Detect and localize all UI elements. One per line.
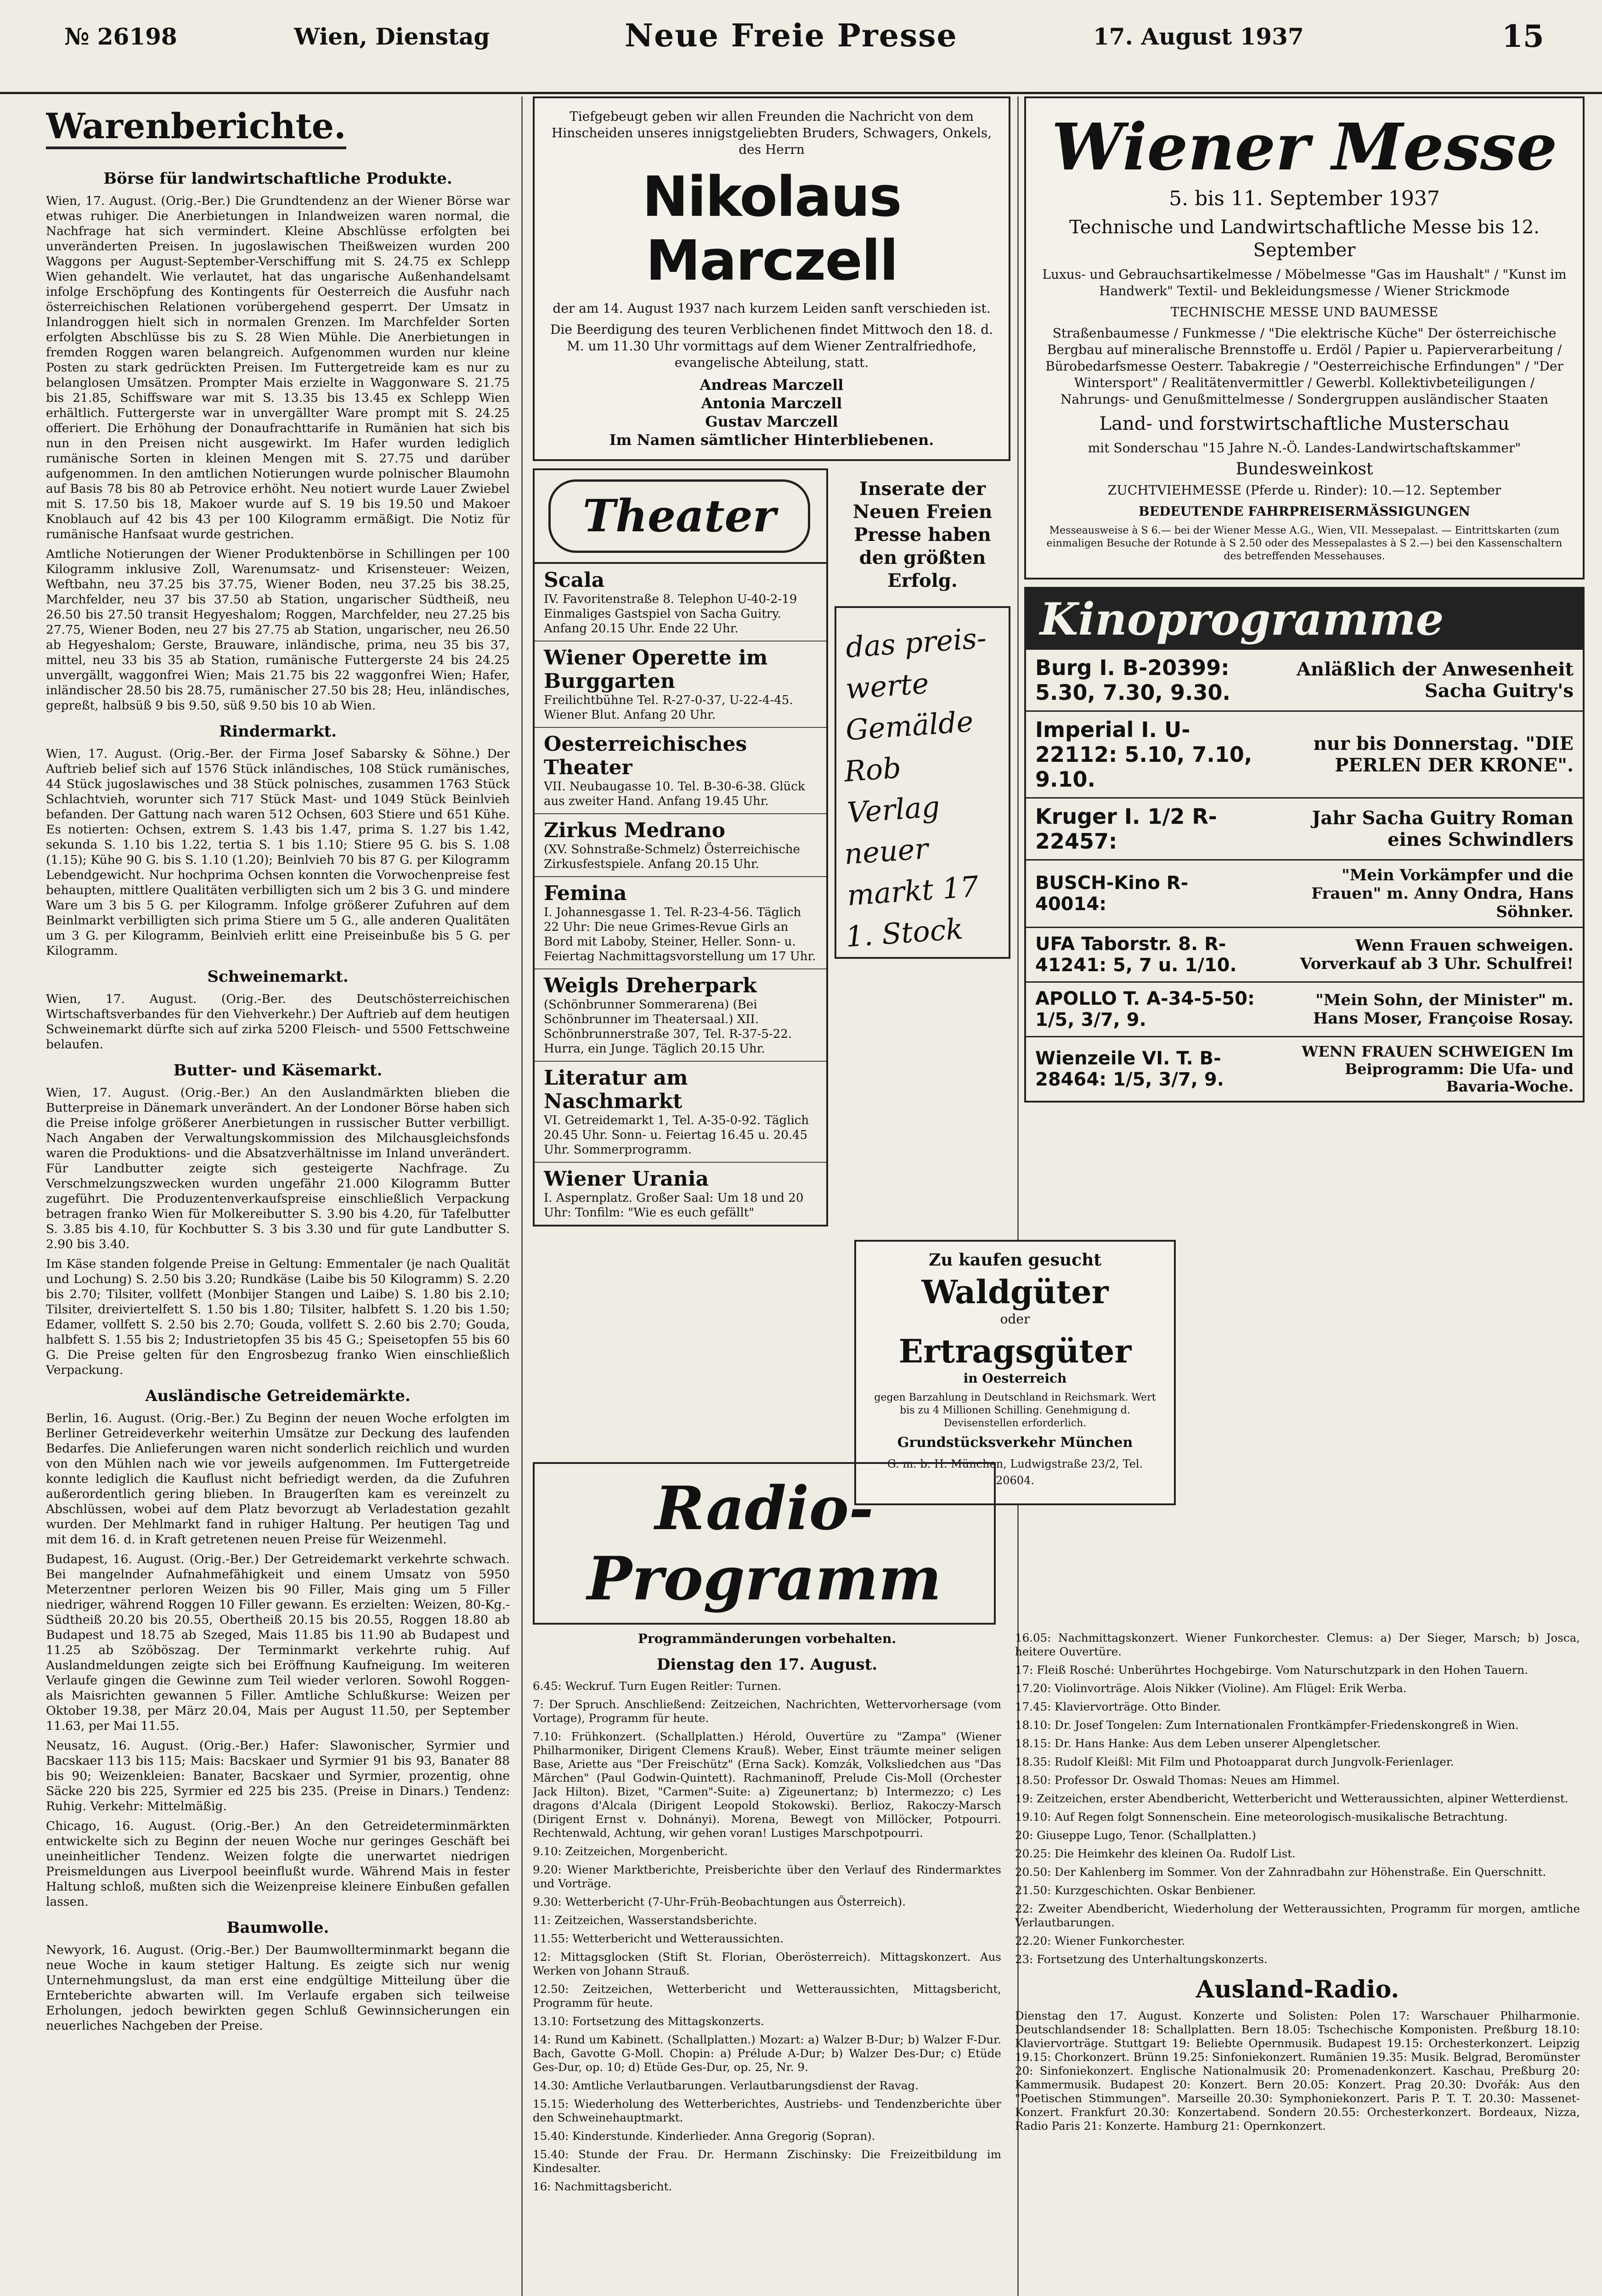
messe-title: Wiener Messe <box>1051 110 1557 185</box>
page-number: 15 <box>1502 18 1544 54</box>
kino-film: "Mein Sohn, der Minister" m. Hans Moser, Françoise Rosay. <box>1313 991 1574 1028</box>
kino-film: "Mein Vorkämpfer und die Frauen" m. Anny Ondra, Hans Söhnker. <box>1311 866 1574 921</box>
kino-name: Wienzeile VI. T. B-28464: 1/5, 3/7, 9. <box>1035 1048 1224 1090</box>
ausland-title: Ausland-Radio. <box>1196 1975 1399 2003</box>
right-column <box>1024 96 1585 1267</box>
theater-name: Weigls Dreherpark <box>544 974 757 997</box>
theater-entry <box>535 1163 826 1225</box>
radio-item: 7: Der Spruch. Anschließend: Zeitzeichen, Nachrichten, Wettervorhersage (vom Vortage), Programm für heute. <box>533 1698 1001 1725</box>
kino-row <box>1026 928 1583 983</box>
kino-row <box>1026 799 1583 861</box>
article-paragraph: Wien, 17. August. (Orig.-Ber. der Firma Josef Sabarsky & Söhne.) Der Auftrieb belief sich auf 1576 Stück inländisches, 108 Stück rumänisches, 44 Stück jugoslawisches und 38 Stück polnisches, zusammen 1763 Stück Schlachtvieh, worunter sich 717 Stück Mast- und 1049 Stück Beinlvieh befanden. Der Gattung nach waren 512 Ochsen, 603 Stiere und 651 Kühe. Es notierten: Ochsen, extrem S. 1.43 bis 1.47, prima S. 1.27 bis 1.42, sekunda S. 1.10 bis 1.22, tertia S. 1 bis 1.10; Stiere 95 G. bis S. 1.08 (1.15); Kühe 90 G. bis S. 1.10 (1.20); Beinlvieh 70 bis 87 G. per Kilogramm Lebendgewicht. Nur hochprima Ochsen konnten die Vorwochenpreise fest behaupten, mittlere Qualitäten verbilligten sich um 2 bis 3 G. und mindere Ware um 3 bis 5 G. per Kilogramm. Infolge größerer Zufuhren auf dem Beinlmarkt verbilligten sich prima Stiere um 5 G., alle anderen Qualitäten um 3 G. per Kilogramm, Beinlvieh erlitt eine Preiseinbuße bis 5 G. per Kilogramm. <box>46 747 510 958</box>
radio-left-column <box>533 1631 1001 2198</box>
kino-row <box>1026 983 1583 1037</box>
inserate-ad: Inserate der Neuen Freien Presse haben den größten Erfolg. <box>852 478 993 591</box>
radio-item: 9.20: Wiener Marktberichte, Preisberichte über den Verlauf des Rindermarktes und Vorträge. <box>533 1863 1001 1890</box>
theater-name: Oesterreichisches Theater <box>544 732 747 779</box>
obituary-notice <box>533 96 1010 461</box>
kino-row <box>1026 861 1583 928</box>
theater-info: (Schönbrunner Sommerarena) (Bei Schönbrunner im Theatersaal.) XII. Schönbrunnerstraße 307, Tel. R-37-5-22. Hurra, ein Junge. Täglich 20.15 Uhr. <box>544 998 792 1056</box>
kino-name: APOLLO T. A-34-5-50: 1/5, 3/7, 9. <box>1035 988 1255 1030</box>
radio-program <box>533 1456 1585 2296</box>
theater-info: I. Aspernplatz. Großer Saal: Um 18 und 20 Uhr: Tonfilm: "Wie es euch gefällt" <box>544 1191 804 1220</box>
radio-note: Programmänderungen vorbehalten. <box>637 1631 897 1646</box>
radio-item: 11.55: Wetterbericht und Wetteraussichten. <box>533 1932 784 1945</box>
messe-land: Land- und forstwirtschaftliche Musterschau <box>1099 413 1510 434</box>
radio-item: 11: Zeitzeichen, Wasserstandsberichte. <box>533 1913 757 1927</box>
radio-right-column <box>1015 1631 1580 2198</box>
handwritten-line: das preis- <box>844 621 987 664</box>
subsection-title: Börse für landwirtschaftliche Produkte. <box>103 169 452 188</box>
radio-item: 9.10: Zeitzeichen, Morgenbericht. <box>533 1845 728 1858</box>
theater-header <box>535 470 826 564</box>
radio-item: 17.45: Klaviervorträge. Otto Binder. <box>1015 1700 1221 1713</box>
theater-listings <box>533 468 828 1227</box>
theater-entry <box>535 1062 826 1163</box>
waldgueter-firm: Grundstücksverkehr München <box>897 1435 1133 1451</box>
theater-entry <box>535 877 826 969</box>
subsection-title: Schweinemarkt. <box>207 968 349 986</box>
messe-text: Luxus- und Gebrauchsartikelmesse / Möbelmesse "Gas im Haushalt" / "Kunst im Handwerk" Textil- und Bekleidungsmesse / Wiener Strickmode <box>1042 267 1567 298</box>
city-day: Wien, Dienstag <box>294 23 490 50</box>
radio-item: 20: Giuseppe Lugo, Tenor. (Schallplatten.) <box>1015 1829 1256 1842</box>
radio-item: 23: Fortsetzung des Unterhaltungskonzerts. <box>1015 1953 1268 1966</box>
obituary-text: der am 14. August 1937 nach kurzem Leiden sanft verschieden ist. <box>553 301 991 316</box>
handwritten-line: neuer markt 17 <box>843 832 980 912</box>
radio-item: 15.15: Wiederholung des Wetterberichtes, Austriebs- und Tendenzberichte über den Schweinehauptmarkt. <box>533 2097 1001 2124</box>
article-paragraph: Newyork, 16. August. (Orig.-Ber.) Der Baumwollterminmarkt begann die neue Woche in kaum stetiger Haltung. Es zeigte sich nur wenig Unternehmungslust, da man erst eine endgültige Mitteilung über die Ernteberichte abwarten will. Im Verlaufe ergaben sich teilweise Erholungen, jedoch bewirkten gegen Schluß Gewinnsicherungen ein neuerliches Nachgeben der Preise. <box>46 1943 510 2033</box>
theater-name: Wiener Operette im Burggarten <box>544 646 768 693</box>
radio-item: 14.30: Amtliche Verlautbarungen. Verlautbarungsdienst der Ravag. <box>533 2079 919 2092</box>
handwritten-line: Rob Verlag <box>843 751 941 830</box>
kino-title: Kinoprogramme <box>1026 589 1583 650</box>
theater-entry <box>535 728 826 814</box>
kino-listings <box>1024 587 1585 1103</box>
messe-dates: 5. bis 11. September 1937 <box>1169 187 1440 210</box>
issue-date: 17. August 1937 <box>1093 23 1304 50</box>
theater-info: (XV. Sohnstraße-Schmelz) Österreichische Zirkusfestspiele. Anfang 20.15 Uhr. <box>544 843 800 871</box>
theater-info: IV. Favoritenstraße 8. Telephon U-40-2-19 Einmaliges Gastspiel von Sacha Guitry. Anfang 20.15 Uhr. Ende 22 Uhr. <box>544 592 797 636</box>
handwritten-ad <box>835 606 1010 959</box>
subsection-title: Rindermarkt. <box>219 722 337 741</box>
warenberichte-column <box>46 96 510 2296</box>
kino-row <box>1026 712 1583 799</box>
theater-name: Scala <box>544 568 605 592</box>
theater-name: Literatur am Naschmarkt <box>544 1066 688 1113</box>
waldgueter-text: gegen Barzahlung in Deutschland in Reichsmark. Wert bis zu 4 Millionen Schilling. Genehmigung d. Devisenstellen erforderlich. <box>874 1392 1156 1429</box>
theater-entry <box>535 564 826 642</box>
article-paragraph: Im Käse standen folgende Preise in Geltung: Emmentaler (je nach Qualität und Lochung) S. 2.50 bis 3.20; Rundkäse (Laibe bis 50 Kilogramm) S. 2.20 bis 2.70; Tilsiter, vollfett (Monbijer Stangen und Laibe) S. 1.80 bis 2.10; Tilsiter, dreiviertelfett S. 1.50 bis 1.80; Tilsiter, halbfett S. 1.20 bis 1.50; Edamer, vollfett S. 2.50 bis 2.70; Gouda, vollfett S. 2.60 bis 2.70; Gouda, halbfett S. 1.55 bis 2; Industrietopfen 35 bis 45 G.; Speisetopfen 55 bis 60 G. Die Preise gelten für den Engrosbezug franko Wien einschließlich Verpackung. <box>46 1257 510 1377</box>
kino-name: Kruger I. 1/2 R-22457: <box>1035 804 1217 854</box>
theater-info: VII. Neubaugasse 10. Tel. B-30-6-38. Glück aus zweiter Hand. Anfang 19.45 Uhr. <box>544 780 805 808</box>
radio-day: Dienstag den 17. August. <box>656 1655 878 1674</box>
radio-item: 20.50: Der Kahlenberg im Sommer. Von der Zahnradbahn zur Höhenstraße. Ein Querschnitt. <box>1015 1865 1546 1879</box>
messe-text: mit Sonderschau "15 Jahre N.-Ö. Landes-Landwirtschaftskammer" <box>1088 440 1521 456</box>
radio-title: Radio-Programm <box>533 1462 996 1625</box>
radio-item: 17: Fleiß Rosché: Unberührtes Hochgebirge. Vom Naturschutzpark in den Hohen Tauern. <box>1015 1663 1528 1677</box>
theater-entry <box>535 814 826 877</box>
waldgueter-loc: in Oesterreich <box>963 1371 1067 1386</box>
section-title: Warenberichte. <box>46 106 346 149</box>
column-rule <box>521 96 523 2296</box>
ausland-text: Dienstag den 17. August. Konzerte und Solisten: Polen 17: Warschauer Philharmonie. Deutschlandsender 18: Schallplatten. Bern 18.05: Tschechische Komponisten. Preßburg 18.10: Klaviervorträge. Stuttgart 19: Beliebte Opernmusik. Budapest 19.15: Orchesterkonzert. Leipzig 19.15: Chorkonzert. Brünn 19.25: Sinfoniekonzert. Rumänien 19.35: Musik. Belgrad, Beromünster 20: Sinfoniekonzert. Englische Nationalmusik 20: Promenadenkonzert. Kaschau, Preßburg 20: Kammermusik. Budapest 20: Konzert. Bern 20.05: Konzert. Prag 20.30: Dvořák: Aus den "Poetischen Stimmungen". Marseille 20.30: Symphoniekonzert. Paris P. T. T. 20.30: Massenet-Konzert. Frankfurt 20.30: Konzertabend. Sondern 20.55: Orchesterkonzert. Bordeaux, Nizza, Radio Paris 21: Konzerte. Hamburg 21: Opernkonzert. <box>1015 2009 1580 2133</box>
kino-name: UFA Taborstr. 8. R-41241: 5, 7 u. 1/10. <box>1035 934 1237 976</box>
theater-info: Freilichtbühne Tel. R-27-0-37, U-22-4-45. Wiener Blut. Anfang 20 Uhr. <box>544 693 793 722</box>
kino-film: Wenn Frauen schweigen. Vorverkauf ab 3 Uhr. Schulfrei! <box>1300 936 1574 973</box>
article-paragraph: Budapest, 16. August. (Orig.-Ber.) Der Getreidemarkt verkehrte schwach. Bei mangelnder Aufnahmefähigkeit und einem Umsatz von 5950 Meterzentner perloren Weizen bis 90 Filler, Mais ging um 5 Filler niedriger, während Roggen 10 Filler gewann. Es erzielten: Weizen, 80-Kg.-Südtheiß 20.20 bis 20.55, Obertheiß 20.15 bis 20.55, Roggen 18.80 ab Budapest und 18.75 ab Szeged, Mais 11.85 bis 11.90 ab Budapest und 11.25 ab Szöböszag. Der Terminmarkt verkehrte ruhig. Auf Auslandmeldungen zeigte sich bei Eröffnung Kaufneigung. Im weiteren Verlaufe gingen die Gewinne zum Teil wieder verloren. Sowohl Roggen- als Maisrichten gewannen 5 Filler. Amtliche Schlußkurse: Weizen per Oktober 19.38, per März 20.04, Mais per August 11.50, per September 11.63, per Mai 11.55. <box>46 1552 510 1733</box>
theater-info: VI. Getreidemarkt 1, Tel. A-35-0-92. Täglich 20.45 Uhr. Sonn- u. Feiertag 16.45 u. 20.45 Uhr. Sommerprogramm. <box>544 1114 809 1157</box>
article-paragraph: Chicago, 16. August. (Orig.-Ber.) An den Getreideterminmärkten entwickelte sich zu Beginn der neuen Woche nur geringes Geschäft bei uneinheitlicher Tendenz. Weizen folgte die unerwartet niedrigen Preismeldungen aus Liverpool beeinflußt wurde. Während Mais in fester Haltung schloß, mußten sich die Weizenpreise kleinere Einbußen gefallen lassen. <box>46 1819 510 1909</box>
theater-logo: Theater <box>548 479 810 553</box>
article-paragraph: Wien, 17. August. (Orig.-Ber.) Die Grundtendenz an der Wiener Börse war etwas ruhiger. Die Anerbietungen in Inlandweizen waren normal, die Nachfrage hat sich vermindert. Kleine Abschlüsse erfolgten bei unveränderten Preisen. In jugoslawischen Theißweizen wurden 200 Waggons per August-September-Verschiffung mit S. 24.75 ex Schlepp Wien gehandelt. Wie verlautet, hat das ungarische Außenhandelsamt infolge Erschöpfung des Kontingents für Oesterreich die Ausfuhr nach österreichischen Relationen vorübergehend gesperrt. Der Umsatz in Inlandroggen hielt sich in normalen Grenzen. Im Marchfelder Sorten erfolgten Abschlüsse bis zu S. 28 Wien Mühle. Die Anerbietungen in fremden Roggen waren belangreich. Aufgenommen wurden nur kleine Posten zu stark gedrückten Preisen. Im Futtergetreide kam es nur zu belanglosen Umsätzen. Prompter Mais erzielte in Waggonware S. 21.75 bis 21.85, Schiffsware war mit S. 13.35 bis 13.45 ex Schlepp Wien erhältlich. Futtergerste war in unvergällter Ware prompt mit S. 24.25 offeriert. Die Erhöhung der Donaufrachttarife in Rumänien hat sich bis nun in den Preisen nicht ausgewirkt. Im Hafer wurden lediglich rumänische Sorten in kleinen Mengen mit S. 27.75 und darüber aufgenommen. In den amtlichen Notierungen wurde polnischer Blaumohn auf Basis 78 bis 80 ab Petrovice erhöht. Neu notiert wurde Lauer Zwiebel mit S. 17.50 bis 18, Makoer wurde auf S. 19 bis 19.50 und Makoer Knoblauch auf 42 bis 43 per 100 Kilogramm ermäßigt. Die Notiz für rumänische Hanfsaat wurde gestrichen. <box>46 194 510 541</box>
theater-name: Wiener Urania <box>544 1167 709 1191</box>
radio-item: 18.35: Rudolf Kleißl: Mit Film und Photoapparat durch Jungvolk-Ferienlager. <box>1015 1755 1454 1768</box>
radio-item: 17.20: Violinvorträge. Alois Nikker (Violine). Am Flügel: Erik Werba. <box>1015 1682 1407 1695</box>
theater-name: Femina <box>544 882 627 905</box>
newspaper-title: Neue Freie Presse <box>625 17 958 54</box>
kino-film: nur bis Donnerstag. "DIE PERLEN DER KRONE". <box>1313 733 1574 776</box>
obituary-intro: Tiefgebeugt geben wir allen Freunden die Nachricht von dem Hinscheiden unseres innigstgeliebten Bruders, Schwagers, Onkels, des Herrn <box>551 109 992 157</box>
theater-and-ads-row <box>533 468 1010 1227</box>
handwritten-line: Gemälde <box>844 704 975 747</box>
messe-fine: Messeausweise à S 6.— bei der Wiener Messe A.G., Wien, VII. Messepalast. — Eintrittskarten (zum einmaligen Besuche der Rotunde à S 2.50 oder des Messepalastes à S 2.—) bei den Kassenschaltern des betreffenden Messehauses. <box>1046 525 1563 562</box>
waldgueter-line2: Ertragsgüter <box>898 1332 1132 1370</box>
radio-item: 12.50: Zeitzeichen, Wetterbericht und Wetteraussichten, Mittagsbericht, Programm für heute. <box>533 1982 1001 2009</box>
article-paragraph: Neusatz, 16. August. (Orig.-Ber.) Hafer: Slawonischer, Syrmier und Bacskaer 113 bis 115; Mais: Bacskaer und Syrmier 91 bis 93, Banater 88 bis 90; Weizenkleien: Banater, Bacskaer und Syrmier, prozentig, ohne Säcke 220 bis 225, Syrmier ed 225 bis 235. (Preise in Dinars.) Tendenz: Ruhig. Verkehr: Mittelmäßig. <box>46 1739 510 1813</box>
article-paragraph: Berlin, 16. August. (Orig.-Ber.) Zu Beginn der neuen Woche erfolgten im Berliner Getreideverkehr weiterhin Umsätze zur Deckung des laufenden Bedarfes. Die Anlieferungen waren nicht sonderlich reichlich und wurden von den Mühlen nach wie vor jeweils aufgenommen. Im Futtergetreide konnte lediglich die Kauflust nicht befriedigt werden, da die Zufuhren außerordentlich gering blieben. In Braugerſten kam es vereinzelt zu Abschlüssen, wobei auf dem Platz bevorzugt ab Verladestation gezahlt wurden. Der Mehlmarkt fand in ruhiger Haltung. Per heutigen Tag und mit dem 16. d. in Kraft getretenen neuen Preise für Weizenmehl. <box>46 1411 510 1547</box>
handwritten-line: werte <box>844 666 930 706</box>
obituary-name: Nikolaus Marczell <box>642 165 901 293</box>
kino-row <box>1026 650 1583 712</box>
radio-columns <box>533 1631 1585 2198</box>
obituary-signer: Antonia Marczell <box>701 394 842 412</box>
kino-film: Jahr Sacha Guitry Roman eines Schwindlers <box>1312 807 1574 850</box>
radio-item: 16: Nachmittagsbericht. <box>533 2180 672 2193</box>
subsection-title: Ausländische Getreidemärkte. <box>145 1387 411 1405</box>
radio-item: 18.10: Dr. Josef Tongelen: Zum Internationalen Frontkämpfer-Friedenskongreß in Wien. <box>1015 1718 1519 1732</box>
middle-column <box>533 96 1010 1267</box>
masthead <box>0 0 1602 94</box>
right-ads-stack <box>835 468 1010 1227</box>
radio-item: 13.10: Fortsetzung des Mittagskonzerts. <box>533 2015 764 2028</box>
radio-item: 9.30: Wetterbericht (7-Uhr-Früh-Beobachtungen aus Österreich). <box>533 1895 906 1908</box>
messe-text: BEDEUTENDE FAHRPREISERMÄSSIGUNGEN <box>1139 504 1470 519</box>
radio-item: 6.45: Weckruf. Turn Eugen Reitler: Turnen. <box>533 1679 782 1693</box>
waldgueter-mid: oder <box>1000 1311 1030 1327</box>
obituary-text: Die Beerdigung des teuren Verblichenen findet Mittwoch den 18. d. M. um 11.30 Uhr vormittags auf dem Wiener Zentralfriedhofe, evangelische Abteilung, statt. <box>550 322 993 370</box>
kino-row <box>1026 1037 1583 1101</box>
radio-item: 7.10: Frühkonzert. (Schallplatten.) Hérold, Ouvertüre zu "Zampa" (Wiener Philharmoniker, Dirigent Clemens Krauß). Weber, Einst träumte meiner seligen Base, Ariette aus "Der Freischütz" (Erna Sack). Komzák, Volksliedchen aus "Das Märchen" (Paul Godwin-Quintett). Rachmaninoff, Prelude Cis-Moll (Orchester Jack Hilton). Bizet, "Carmen"-Suite: a) Zigeunertanz; b) Intermezzo; c) Les dragons d'Alcala (Dirigent Leopold Stokowski). Berlioz, Rakoczy-Marsch (Dirigent Ernst v. Dohnányi). Morena, Bewegt von Millöcker, Potpourri. Rechtenwald, Achtung, wir gehen voran! Lustiges Marschpotpourri. <box>533 1730 1001 1840</box>
subsection-title: Butter- und Käsemarkt. <box>173 1061 383 1080</box>
theater-entry <box>535 642 826 728</box>
radio-item: 15.40: Stunde der Frau. Dr. Hermann Zischinsky: Die Freizeitbildung im Kindesalter. <box>533 2148 1001 2175</box>
theater-name: Zirkus Medrano <box>544 819 726 842</box>
radio-item: 20.25: Die Heimkehr des kleinen Oa. Rudolf List. <box>1015 1847 1296 1860</box>
radio-item: 21.50: Kurzgeschichten. Oskar Benbiener. <box>1015 1884 1256 1897</box>
waldgueter-head: Zu kaufen gesucht <box>929 1250 1101 1270</box>
article-paragraph: Wien, 17. August. (Orig.-Ber.) An den Auslandmärkten blieben die Butterpreise in Dänemark unverändert. An der Londoner Börse haben sich die Preise infolge größerer Anerbietungen in russischer Butter verbilligt. Nach Angaben der Verwaltungskommission des Milchausgleichsfonds waren die Produktions- und die Absatzverhältnisse im Inland unverändert. Für Landbutter zeigte sich gesteigerte Nachfrage. Zu Verschmelzungszwecken wurden ungefähr 21.000 Kilogramm Butter zugeführt. Die Produzentenverkaufspreise einschließlich Verpackung betragen franko Wien für Molkereibutter S. 3.90 bis 4.20, für Tafelbutter S. 3.85 bis 4.10, für Kochbutter S. 3 bis 3.30 und für gute Landbutter S. 2.90 bis 3.40. <box>46 1086 510 1251</box>
article-paragraph: Amtliche Notierungen der Wiener Produktenbörse in Schillingen per 100 Kilogramm inklusive Zoll, Warenumsatz- und Krisensteuer: Weizen, Weftbahn, neu 37.25 bis 37.75, Wiener Boden, neu 37.25 bis 38.25, Marchfelder, neu 37 bis 37.50 ab Station, ungarischer Südtheiß, neu 26.50 bis 27.50 transit Hegyeshalom; Roggen, Marchfelder, neu 27.25 bis 27.75, Wiener Boden, neu 27 bis 27.75 ab Station, ungarischer, neu 26.50 ab Hegyeshalom; Gerste, Brauware, inländische, prima, neu 35 bis 37, mittel, neu 33 bis 35 ab Station, rumänische Futtergerste 24 bis 24.25 unvergällt, waggonfrei Wien; Mais 21.75 bis 22 waggonfrei Wien; Hafer, inländischer 28.50 bis 28.75, rumänischer 27.50 bis 28; Heu, inländisches, gepreßt, halbsüß 9 bis 9.50, süß 9.50 bis 10 ab Wien. <box>46 547 510 713</box>
messe-text: ZUCHTVIEHMESSE (Pferde u. Rinder): 10.—12. September <box>1107 483 1501 498</box>
obituary-signer: Gustav Marczell <box>705 413 838 430</box>
theater-info: I. Johannesgasse 1. Tel. R-23-4-56. Täglich 22 Uhr: Die neue Grimes-Revue Girls an Bord mit Laboby, Steiner, Heller. Sonn- u. Feiertag Nachmittagsvorstellung um 17 Uhr. <box>544 906 816 963</box>
issue-number: № 26198 <box>64 23 177 50</box>
messe-wein: Bundesweinkost <box>1235 460 1373 478</box>
radio-item: 18.15: Dr. Hans Hanke: Aus dem Leben unserer Alpengletscher. <box>1015 1737 1381 1750</box>
kino-film: Anläßlich der Anwesenheit Sacha Guitry's <box>1296 658 1574 702</box>
messe-ad <box>1024 96 1585 580</box>
radio-item: 19: Zeitzeichen, erster Abendbericht, Wetterbericht und Wetteraussichten, alpiner Wetterdienst. <box>1015 1792 1568 1805</box>
obituary-signer: Andreas Marczell <box>699 376 844 394</box>
radio-item: 16.05: Nachmittagskonzert. Wiener Funkorchester. Clemus: a) Der Sieger, Marsch; b) Josca, heitere Ouvertüre. <box>1015 1631 1580 1658</box>
radio-item: 12: Mittagsglocken (Stift St. Florian, Oberösterreich). Mittagskonzert. Aus Werken von Johann Strauß. <box>533 1950 1001 1977</box>
handwritten-line: 1. Stock <box>844 912 965 954</box>
radio-item: 14: Rund um Kabinett. (Schallplatten.) Mozart: a) Walzer B-Dur; b) Walzer F-Dur. Bach, Gavotte G-Moll. Chopin: a) Prélude A-Dur; b) Walzer Des-Dur; c) Etüde Ges-Dur, op. 10; d) Etüde Ges-Dur, op. 25, Nr. 9. <box>533 2033 1001 2074</box>
radio-item: 22: Zweiter Abendbericht, Wiederholung der Wetteraussichten, Programm für morgen, amtliche Verlautbarungen. <box>1015 1902 1580 1929</box>
radio-item: 18.50: Professor Dr. Oswald Thomas: Neues am Himmel. <box>1015 1773 1340 1787</box>
radio-item: 19.10: Auf Regen folgt Sonnenschein. Eine meteorologisch-musikalische Betrachtung. <box>1015 1810 1508 1823</box>
article-paragraph: Wien, 17. August. (Orig.-Ber. des Deutschösterreichischen Wirtschaftsverbandes für den Viehverkehr.) Der Auftrieb auf dem heutigen Schweinemarkt dürfte sich auf zirka 5200 Fleisch- und 5500 Fettschweine belaufen. <box>46 992 510 1052</box>
theater-entry <box>535 969 826 1062</box>
waldgueter-addr: G. m. b. H. München, Ludwigstraße 23/2, Tel. 20604. <box>887 1458 1143 1487</box>
kino-name: BUSCH-Kino R-40014: <box>1035 872 1189 915</box>
radio-item: 22.20: Wiener Funkorchester. <box>1015 1934 1185 1947</box>
messe-subtitle: Technische und Landwirtschaftliche Messe bis 12. September <box>1069 217 1540 261</box>
messe-text: Straßenbaumesse / Funkmesse / "Die elektrische Küche" Der österreichische Bergbau auf mineralische Brennstoffe u. Erdöl / Papier u. Papierverarbeitung / Bürobedarfsmesse Oesterr. Tabakregie / "Oesterreichische Erfindungen" / "Der Wintersport" / Realitätenvermittler / Gewerbl. Kollektivbeteiligungen / Nahrungs- und Genußmittelmesse / Sondergruppen ausländischer Staaten <box>1045 326 1563 407</box>
messe-text: TECHNISCHE MESSE UND BAUMESSE <box>1170 304 1438 320</box>
kino-film: WENN FRAUEN SCHWEIGEN Im Beiprogramm: Die Ufa- und Bavaria-Woche. <box>1302 1043 1574 1095</box>
kino-name: Imperial I. U-22112: 5.10, 7.10, 9.10. <box>1035 717 1252 792</box>
kino-name: Burg I. B-20399: 5.30, 7.30, 9.30. <box>1035 655 1230 705</box>
obituary-closing: Im Namen sämtlicher Hinterbliebenen. <box>609 431 934 449</box>
radio-item: 15.40: Kinderstunde. Kinderlieder. Anna Gregorig (Sopran). <box>533 2129 875 2143</box>
subsection-title: Baumwolle. <box>226 1919 329 1937</box>
waldgueter-line1: Waldgüter <box>921 1273 1109 1311</box>
